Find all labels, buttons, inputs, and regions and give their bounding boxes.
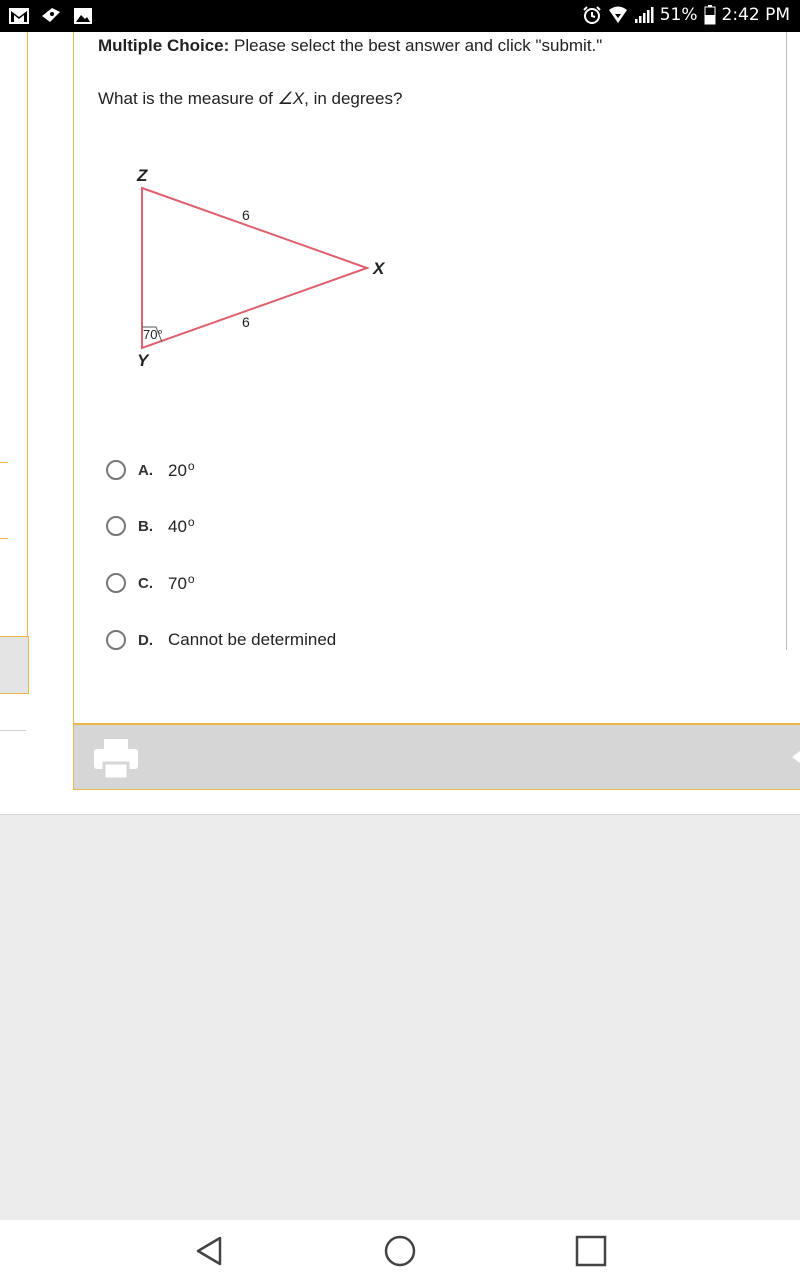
- choice-letter: B.: [138, 517, 153, 535]
- choice-letter: D.: [138, 631, 153, 649]
- choice-letter: A.: [138, 461, 153, 479]
- battery-percent: 51%: [659, 5, 698, 25]
- radio-button[interactable]: [106, 460, 126, 480]
- signal-icon: [634, 6, 654, 24]
- recents-icon[interactable]: [570, 1232, 610, 1270]
- choice-letter: C.: [138, 574, 153, 592]
- gmail-icon: [8, 6, 30, 26]
- radio-button[interactable]: [106, 516, 126, 536]
- print-icon[interactable]: [92, 737, 140, 781]
- sidebar-divider: [0, 538, 8, 539]
- degree-symbol: o: [187, 572, 195, 586]
- gallery-icon: [72, 6, 94, 26]
- question-panel: [73, 32, 800, 790]
- question-type-label: Multiple Choice:: [98, 36, 230, 55]
- degree-symbol: o: [187, 459, 195, 473]
- clock: 2:42 PM: [721, 5, 790, 25]
- choice-text: Cannot be determined: [168, 630, 337, 649]
- vertex-z-label: Z: [137, 166, 148, 185]
- home-icon[interactable]: [380, 1232, 420, 1270]
- choice-a[interactable]: [106, 457, 195, 483]
- wifi-icon: [608, 6, 628, 24]
- radio-button[interactable]: [106, 630, 126, 650]
- instruction-text: Please select the best answer and click "submit.": [234, 36, 603, 55]
- side-zx-label: 6: [242, 207, 250, 223]
- question-prompt: What is the measure of ∠X, in degrees?: [98, 89, 403, 108]
- bottom-toolbar: [73, 723, 800, 790]
- choice-text: 40$^o$: [168, 515, 195, 536]
- collapse-arrow-icon[interactable]: [792, 751, 800, 763]
- choice-d[interactable]: [106, 627, 336, 653]
- sidebar-footer: [0, 636, 29, 694]
- sidebar-rule: [0, 730, 26, 731]
- vertex-x-label: X: [373, 259, 385, 278]
- side-yx-label: 6: [242, 314, 250, 330]
- page-divider: [0, 814, 800, 815]
- back-icon[interactable]: [190, 1232, 230, 1270]
- angle-x-symbol: ∠X: [277, 89, 305, 108]
- sidebar-divider: [0, 462, 8, 463]
- alarm-icon: [582, 5, 602, 25]
- triangle-figure: [120, 160, 400, 380]
- triangle-xyz: [142, 188, 367, 348]
- angle-y-label: 70°: [143, 327, 163, 342]
- radio-button[interactable]: [106, 573, 126, 593]
- navigation-bar: [0, 1220, 800, 1280]
- vertex-y-label: Y: [137, 351, 149, 370]
- location-pin-icon: [40, 6, 62, 26]
- status-bar: [0, 0, 800, 32]
- degree-symbol: o: [187, 515, 195, 529]
- choice-text: 70$^o$: [168, 572, 195, 593]
- choice-text: 20$^o$: [168, 459, 195, 480]
- choice-c[interactable]: [106, 570, 195, 596]
- battery-icon: [704, 5, 716, 25]
- choice-b[interactable]: [106, 513, 195, 539]
- scrollbar-track[interactable]: [786, 32, 787, 650]
- instructions: [98, 36, 602, 56]
- left-sidebar-panel: [0, 32, 28, 694]
